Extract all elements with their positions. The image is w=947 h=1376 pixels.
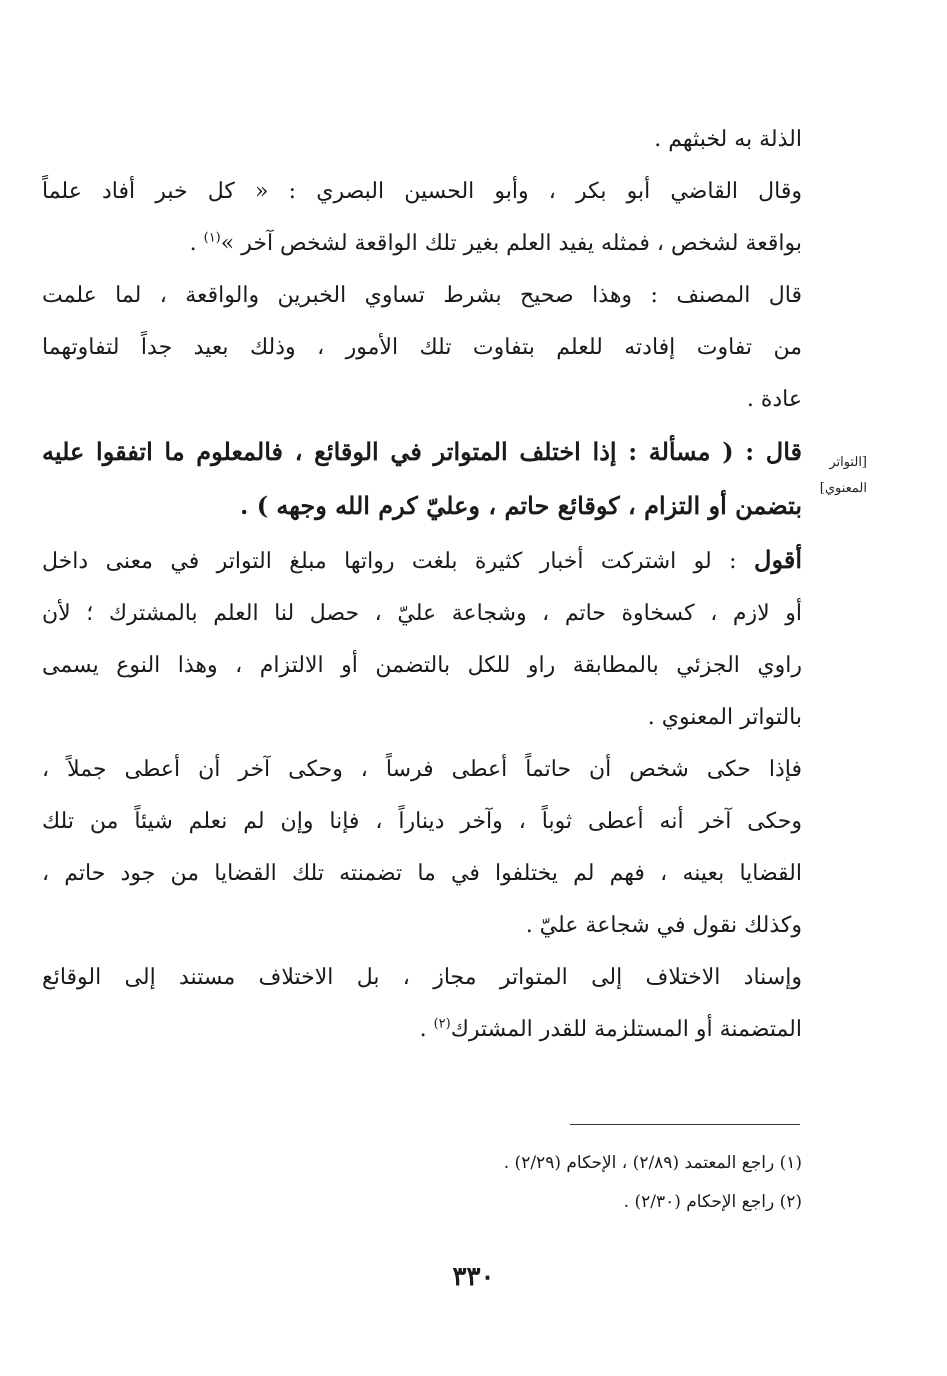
text-line: أو لازم ، كسخاوة حاتم ، وشجاعة عليّ ، حصل لنا العلم بالمشترك ؛ لأن [42, 601, 802, 626]
text-fragment: المتضمنة أو المستلزمة للقدر المشترك [450, 1017, 802, 1042]
text-fragment: . [419, 1017, 434, 1042]
text-line: قال المصنف : وهذا صحيح بشرط تساوي الخبرين والواقعة ، لما علمت [42, 283, 802, 308]
margin-note-line: [التواتر [829, 455, 867, 470]
text-fragment: بواقعة لشخص ، فمثله يفيد العلم بغير تلك الواقعة لشخص آخر » [220, 231, 802, 256]
text-line [42, 426, 802, 480]
text-line: وإسناد الاختلاف إلى المتواتر مجاز ، بل الاختلاف مستند إلى الوقائع [42, 965, 802, 990]
footnote-ref: (٢) [433, 1016, 451, 1032]
text-line [42, 480, 802, 534]
aqulu-label: أقول [754, 545, 802, 574]
text-line: الذلة به لخبثهم . [654, 127, 802, 152]
text-fragment: بتضمن أو التزام ، كوقائع حاتم ، وعليّ كرم الله وجهه ) . [240, 491, 802, 520]
text-line [42, 534, 802, 588]
text-line: وقال القاضي أبو بكر ، وأبو الحسين البصري : « كل خبر أفاد علماً [42, 179, 802, 204]
margin-note [807, 450, 867, 502]
text-line: وحكى آخر أنه أعطى ثوباً ، وآخر ديناراً ، فإنا وإن لم نعلم شيئاً من تلك [42, 809, 802, 834]
footnote-1: (١) راجع المعتمد (٢/٨٩) ، الإحكام (٢/٢٩) . [503, 1153, 802, 1173]
qala-label: قال [765, 437, 802, 466]
main-text [42, 114, 802, 1056]
margin-note-line: المعنوي] [819, 481, 867, 496]
footnote-ref: (١) [203, 230, 221, 246]
text-fragment: : ( مسألة : إذا اختلف المتواتر في الوقائع ، فالمعلوم ما اتفقوا عليه [42, 437, 766, 466]
text-line: وكذلك نقول في شجاعة عليّ . [525, 913, 802, 938]
text-line: بالتواتر المعنوي . [647, 705, 802, 730]
page-number: ٣٣٠ [452, 1262, 495, 1292]
text-line [42, 1004, 802, 1056]
text-line: فإذا حكى شخص أن حاتماً أعطى فرساً ، وحكى آخر أن أعطى جملاً ، [42, 757, 802, 782]
text-fragment: : لو اشتركت أخبار كثيرة بلغت رواتها مبلغ التواتر في معنى داخل [42, 549, 755, 574]
footnote-2: (٢) راجع الإحكام (٢/٣٠) . [623, 1192, 802, 1212]
text-line: عادة . [746, 387, 802, 412]
text-line: القضايا بعينه ، فهم لم يختلفوا في ما تضمنته تلك القضايا من جود حاتم ، [42, 861, 802, 886]
text-line: راوي الجزئي بالمطابقة راو للكل بالتضمن أو الالتزام ، وهذا النوع يسمى [42, 653, 802, 678]
text-line [42, 218, 802, 270]
footnote-separator [570, 1124, 800, 1125]
text-fragment: . [189, 231, 204, 256]
text-line: من تفاوت إفادته للعلم بتفاوت تلك الأمور ، وذلك بعيد جداً لتفاوتهما [42, 335, 802, 360]
